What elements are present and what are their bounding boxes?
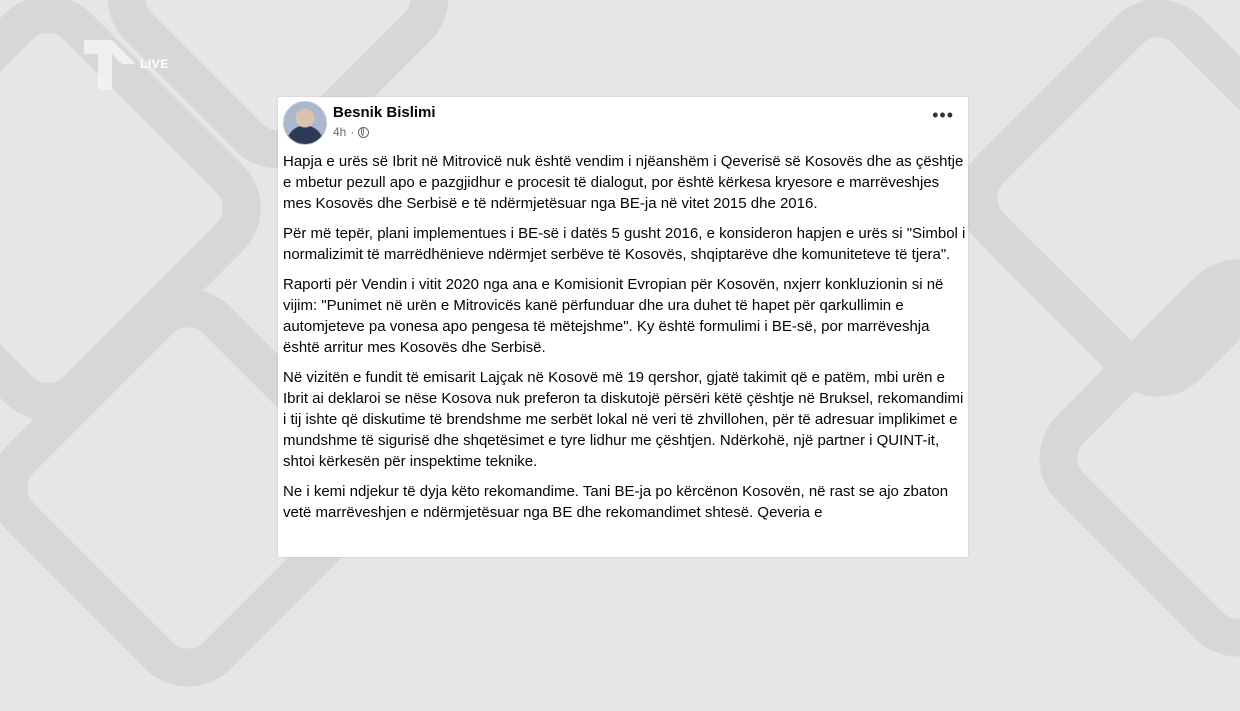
more-options-icon: ••• <box>932 105 954 125</box>
channel-logo-icon <box>82 38 138 92</box>
post-text <box>283 151 968 532</box>
post-author[interactable]: Besnik Bislimi <box>333 104 436 121</box>
more-options-button[interactable] <box>932 105 954 125</box>
post-paragraph: Hapja e urës së Ibrit në Mitrovicë nuk është vendim i njëanshëm i Qeverisë së Kosovës dhe as çështje e mbetur pezull apo e pazgjidhur e procesit të dialogut, por është kërkesa kryesore e marrëveshjes mes Kosovës dhe Serbisë e të ndërmjetësuar nga BE-ja në vitet 2015 dhe 2016. <box>283 153 964 212</box>
post-paragraph: Në vizitën e fundit të emisarit Lajçak në Kosovë më 19 qershor, gjatë takimit që e patëm, mbi urën e Ibrit ai deklaroi se nëse Kosova nuk preferon ta diskutojë përsëri këtë çështje në Bruksel, rekomandimi i tij ishte që diskutime të brendshme me serbët lokal në veri të zhvillohen, për të adresuar implikimet e mundshme të sigurisë dhe shqetësimet e tyre lidhur me çështjen. Ndërkohë, një partner i QUINT-it, shtoi kërkesën për inspektime teknike. <box>283 369 964 470</box>
post-paragraph: Ne i kemi ndjekur të dyja këto rekomandime. Tani BE-ja po kërcënon Kosovën, në rast se ajo zbaton vetë marrëveshjen e ndërmjetësuar nga BE dhe rekomandimet shtesë. Qeveria e <box>283 483 949 521</box>
meta-separator: · <box>350 125 355 139</box>
live-label: LIVE <box>140 57 169 71</box>
channel-logo <box>82 38 172 92</box>
post-meta <box>333 125 369 139</box>
facebook-post <box>278 97 968 557</box>
avatar[interactable] <box>283 101 327 145</box>
globe-icon <box>358 127 369 138</box>
post-time[interactable]: 4h <box>333 125 347 139</box>
post-paragraph: Për më tepër, plani implementues i BE-së i datës 5 gusht 2016, e konsideron hapjen e urës si "Simbol i normalizimit të marrëdhënieve ndërmjet serbëve të Kosovës, shqiptarëve dhe komuniteteve të tjera". <box>283 225 966 263</box>
post-paragraph: Raporti për Vendin i vitit 2020 nga ana e Komisionit Evropian për Kosovën, nxjerr konkluzionin si në vijim: "Punimet në urën e Mitrovicës kanë përfunduar dhe ura duhet të hapet për qarkullimin e automjeteve pa vonesa apo pengesa të mëtejshme". Ky është formulimi i BE-së, por marrëveshja është arritur mes Kosovës dhe Serbisë. <box>283 276 944 356</box>
